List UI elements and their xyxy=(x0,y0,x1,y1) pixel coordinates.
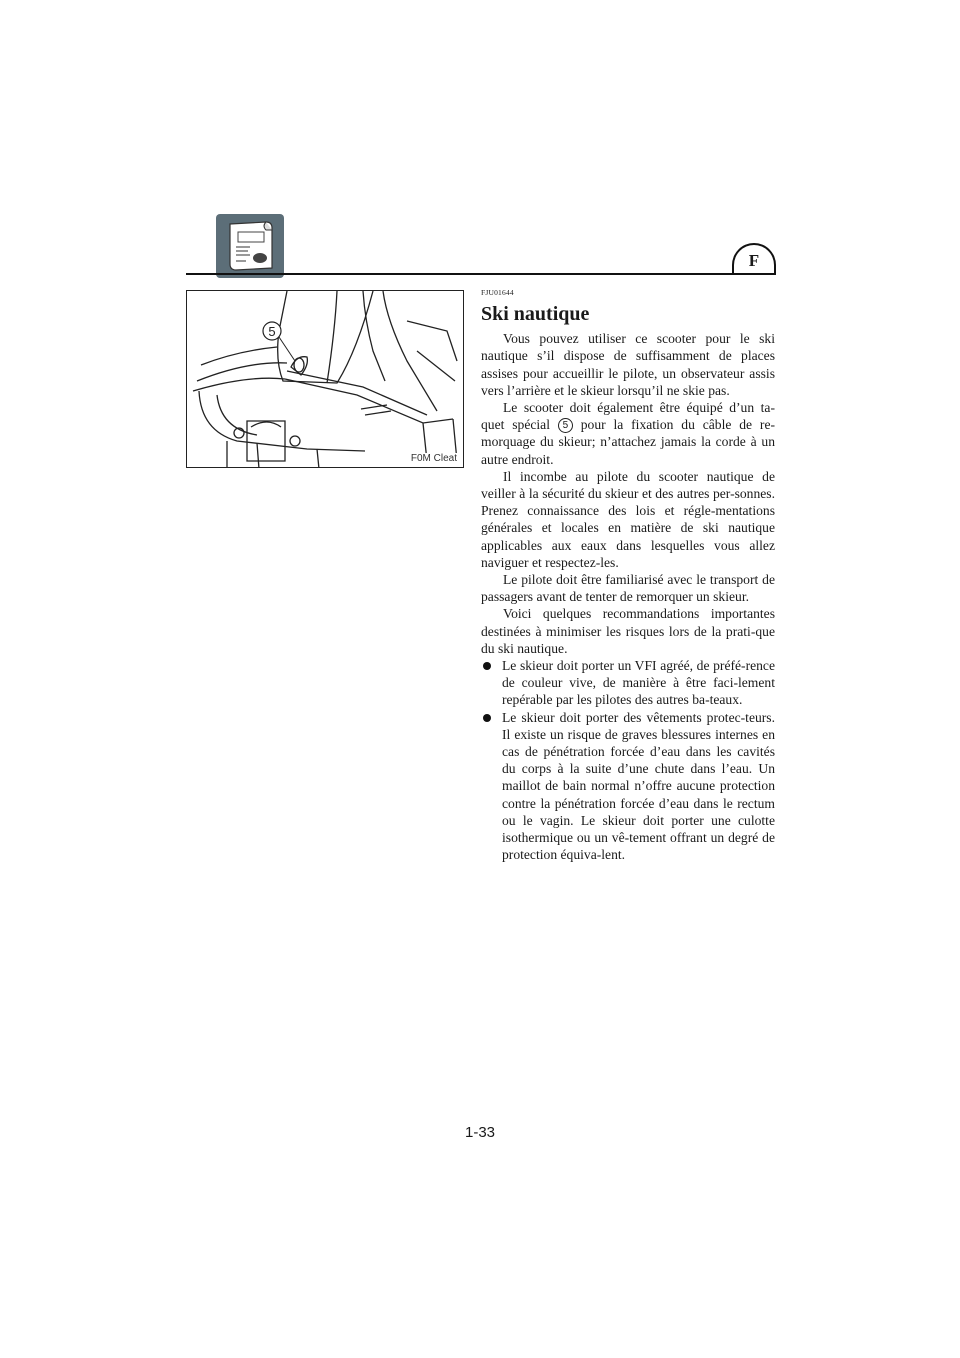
bullet-icon xyxy=(483,662,491,670)
cleat-illustration xyxy=(187,291,464,468)
list-item xyxy=(481,709,775,864)
list-item xyxy=(481,657,775,709)
section-ski-nautique xyxy=(481,284,775,864)
recommendation-list xyxy=(481,657,775,863)
paragraph-2 xyxy=(481,399,775,468)
list-item-text: Le skieur doit porter des vêtements protec-teurs. Il existe un risque de graves blessures internes en cas de pénétration forcée d’eau dans les cavités du corps à la suite d’une chute dans l’eau. Un maillot de bain normal n’offre aucune protection contre la pénétration forcée d’eau dans le rectum ou le vagin. Le skieur doit porter une culotte isothermique ou un vê-tement offrant un degré de protection équiva-lent. xyxy=(502,709,775,863)
language-badge: F xyxy=(732,243,776,273)
section-title: Ski nautique xyxy=(481,303,590,326)
page-number: 1-33 xyxy=(464,1124,496,1141)
header-rule xyxy=(186,273,776,275)
list-item-text: Le skieur doit porter un VFI agréé, de préfé-rence de couleur vive, de manière à être faci-lement repérable par les pilotes des autres ba-teaux. xyxy=(502,658,775,708)
paragraph-4: Le pilote doit être familiarisé avec le transport de passagers avant de tenter de remorquer un skieur. xyxy=(481,572,775,605)
paragraph-1: Vous pouvez utiliser ce scooter pour le ski nautique s’il dispose de suffisamment de places assises pour accueillir le pilote, un observateur assis vers l’arrière et le skieur lorsqu’il ne skie pas. xyxy=(481,331,775,398)
paragraph-3: Il incombe au pilote du scooter nautique de veiller à la sécurité du skieur et des autres per-sonnes. Prenez connaissance des lois et régle-mentations générales et locales en matière de ski nautique applicables aux eaux dans lesquelles vous allez naviguer et respectez-les. xyxy=(481,468,775,570)
watercraft-illustration xyxy=(186,290,464,468)
callout-ref-5: 5 xyxy=(558,418,573,433)
manual-book-icon xyxy=(216,214,284,278)
section-code: FJU01644 xyxy=(481,288,514,297)
figure-caption: F0M Cleat xyxy=(410,453,457,464)
bullet-icon xyxy=(483,714,491,722)
paragraph-5: Voici quelques recommandations importantes destinées à minimiser les risques lors de la prati-que du ski nautique. xyxy=(481,606,775,656)
callout-5: 5 xyxy=(268,324,276,339)
paragraph-2-part-1: Le scooter doit également être équipé d’un ta-quet spécial xyxy=(481,400,775,433)
paragraph-2-part-2: pour la fixation du câble de re-morquage du skieur; n’attachez jamais la corde à un autre endroit. xyxy=(481,417,776,467)
